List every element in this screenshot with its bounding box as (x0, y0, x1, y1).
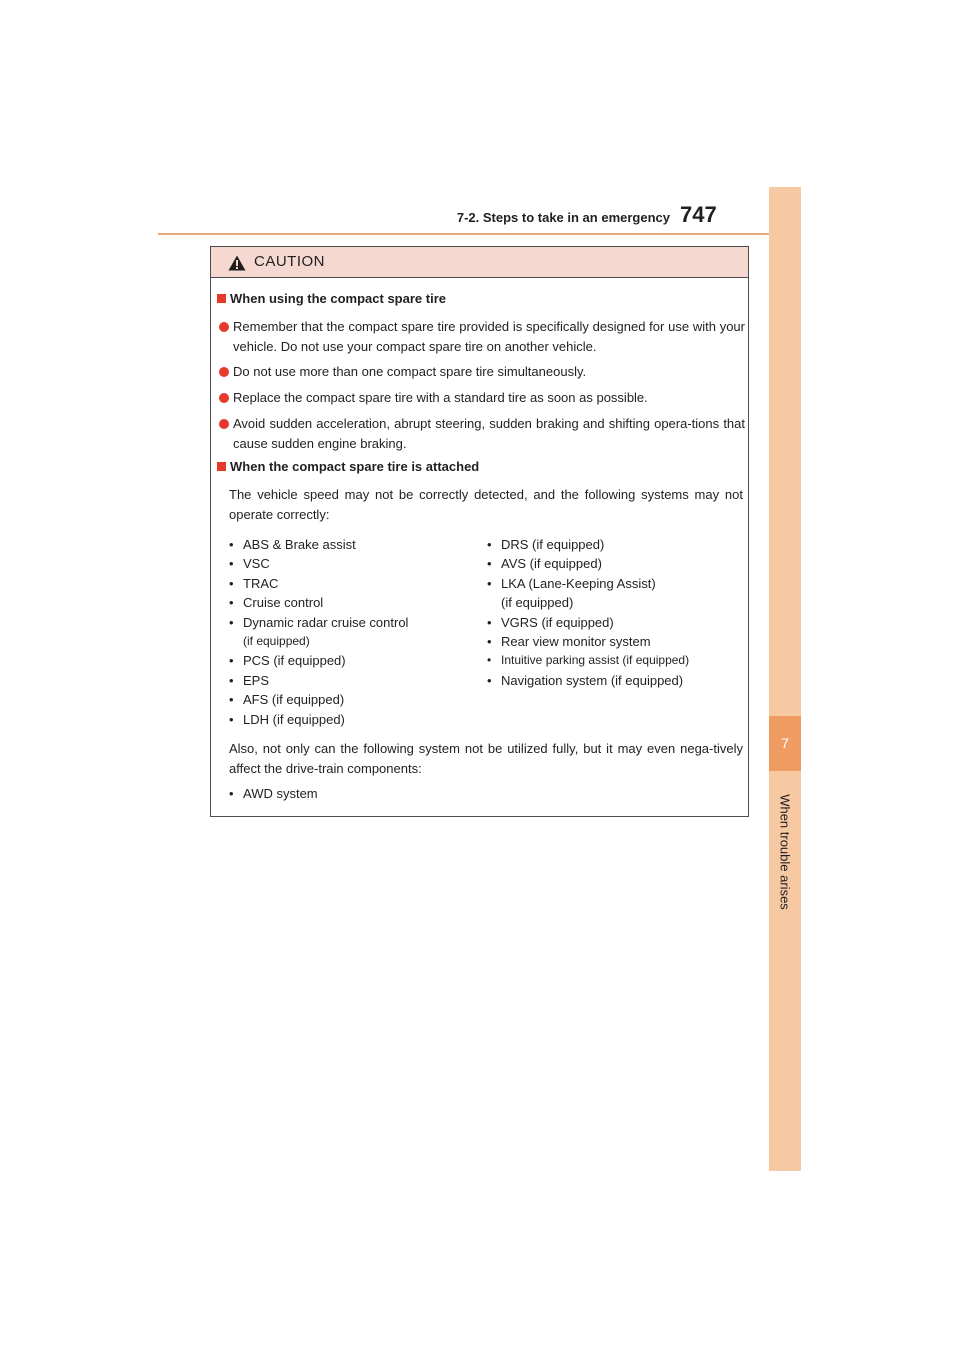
list-item: • AFS (if equipped) (229, 692, 345, 708)
bullet-dot-icon (219, 419, 229, 429)
list-item-continuation: (if equipped) (501, 595, 574, 611)
chapter-side-tab (769, 187, 801, 1171)
awd-list (229, 784, 529, 803)
heading-compact-spare (217, 291, 446, 306)
list-item: • ABS & Brake assist (229, 537, 356, 552)
bullet-dot-icon (219, 367, 229, 377)
list-item (219, 362, 745, 382)
heading-text: When using the compact spare tire (230, 291, 446, 306)
section-title: 7-2. Steps to take in an emergency (456, 210, 670, 225)
bullet-text: Avoid sudden acceleration, abrupt steering, sudden braking and shifting opera-tions that cause sudden engine braking. (233, 416, 745, 451)
list-item: • LKA (Lane-Keeping Assist) (487, 575, 656, 591)
heading-text: When the compact spare tire is attached (230, 459, 480, 474)
list-item: • Navigation system (if equipped) (487, 672, 684, 688)
list-item: • Cruise control (229, 595, 324, 611)
list-item: • EPS (229, 672, 270, 688)
warning-triangle-icon (228, 255, 246, 271)
systems-list-right (487, 535, 745, 690)
list-item: • DRS (if equipped) (487, 537, 605, 552)
bullet-text: Do not use more than one compact spare tire simultaneously. (233, 364, 587, 379)
bullet-dot-icon (219, 393, 229, 403)
intro-paragraph: The vehicle speed may not be correctly detected, and the following systems may not operate correctly: (229, 487, 743, 522)
outro-paragraph: Also, not only can the following system not be utilized fully, but it may even nega-tively affect the drive-train components: (229, 741, 743, 776)
bullet-dot-icon (219, 322, 229, 332)
heading-spare-attached (217, 459, 479, 474)
list-item-continuation: (if equipped) (243, 634, 310, 649)
list-item: • Dynamic radar cruise control (229, 614, 409, 630)
list-item: • Intuitive parking assist (if equipped) (487, 653, 690, 668)
list-item: • VGRS (if equipped) (487, 614, 614, 630)
caution-box (210, 246, 749, 817)
caution-header (211, 247, 748, 278)
bullet-text: Replace the compact spare tire with a standard tire as soon as possible. (233, 390, 648, 405)
header-rule (158, 233, 800, 235)
list-item: • TRAC (229, 575, 279, 591)
list-item: • AVS (if equipped) (487, 556, 602, 572)
list-item: • LDH (if equipped) (229, 711, 345, 727)
list-item: • VSC (229, 556, 270, 572)
list-item: • AWD system (229, 786, 318, 801)
caution-title: CAUTION (254, 253, 325, 270)
list-item (219, 388, 745, 408)
page-number: 747 (680, 202, 717, 227)
list-item: • PCS (if equipped) (229, 653, 346, 669)
chapter-label: When trouble arises (777, 794, 793, 910)
systems-list-left (229, 535, 479, 729)
list-item (219, 414, 745, 454)
bullet-text: Remember that the compact spare tire provided is specifically designed for use with your vehicle. Do not use your compact spare tire on another vehicle. (233, 319, 745, 354)
heading-square-icon (217, 294, 226, 303)
list-item (219, 317, 745, 357)
heading-square-icon (217, 462, 226, 471)
list-item: • Rear view monitor system (487, 634, 651, 650)
chapter-number: 7 (769, 716, 801, 771)
